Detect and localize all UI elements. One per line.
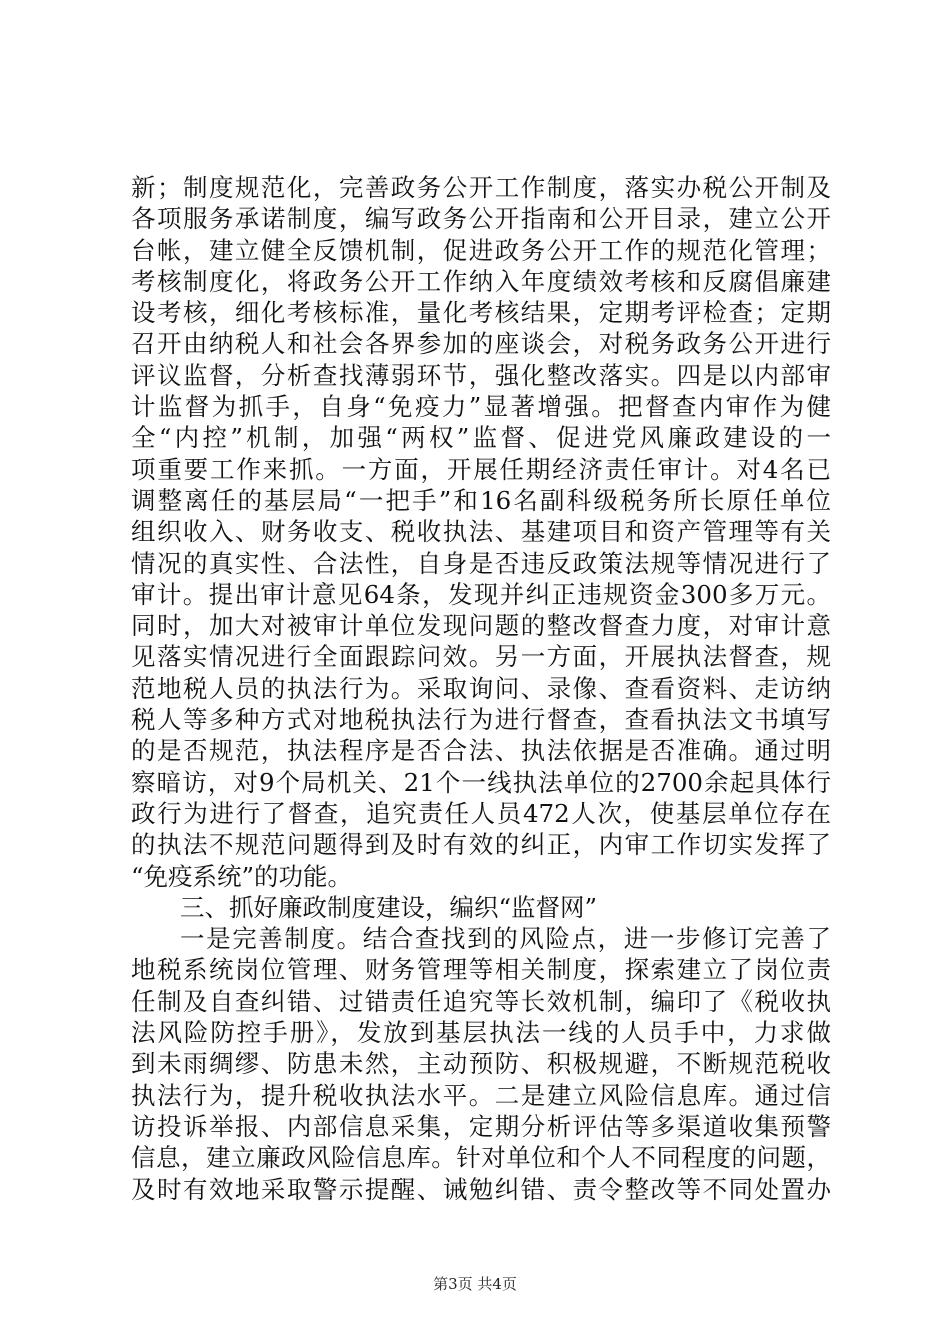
text-line: 评议监督，分析查找薄弱环节，强化整改落实。四是以内部审 xyxy=(131,360,831,390)
text-line: 调整离任的基层局“一把手”和16名副科级税务所长原任单位 xyxy=(131,485,831,515)
text-line: 税人等多种方式对地税执法行为进行督查，查看执法文书填写 xyxy=(131,705,831,735)
text-line: 各项服务承诺制度，编写政务公开指南和公开目录，建立公开 xyxy=(131,204,831,234)
text-line: 及时有效地采取警示提醒、诫勉纠错、责令整改等不同处置办 xyxy=(131,1174,831,1204)
text-line: 组织收入、财务收支、税收执法、基建项目和资产管理等有关 xyxy=(131,517,831,547)
text-line: 全“内控”机制，加强“两权”监督、促进党风廉政建设的一 xyxy=(131,423,831,453)
text-line: 设考核，细化考核标准，量化考核结果，定期考评检查；定期 xyxy=(131,298,831,328)
text-line: 计监督为抓手，自身“免疫力”显著增强。把督查内审作为健 xyxy=(131,392,831,422)
text-line: 同时，加大对被审计单位发现问题的整改督查力度，对审计意 xyxy=(131,611,831,641)
text-line: 的是否规范，执法程序是否合法、执法依据是否准确。通过明 xyxy=(131,736,831,766)
text-line: 召开由纳税人和社会各界参加的座谈会，对税务政务公开进行 xyxy=(131,329,831,359)
text-line: 访投诉举报、内部信息采集，定期分析评估等多渠道收集预警 xyxy=(131,1111,831,1141)
text-line: 项重要工作来抓。一方面，开展任期经济责任审计。对4名已 xyxy=(131,454,831,484)
text-line: 范地税人员的执法行为。采取询问、录像、查看资料、走访纳 xyxy=(131,673,831,703)
text-line: 执法行为，提升税收执法水平。二是建立风险信息库。通过信 xyxy=(131,1080,831,1110)
text-line: 地税系统岗位管理、财务管理等相关制度，探索建立了岗位责 xyxy=(131,955,831,985)
page-footer: 第3页 共4页 xyxy=(433,1275,517,1293)
text-line: 信息，建立廉政风险信息库。针对单位和个人不同程度的问题， xyxy=(131,1143,831,1173)
text-line: 政行为进行了督查，追究责任人员472人次，使基层单位存在 xyxy=(131,798,831,828)
text-line: 考核制度化，将政务公开工作纳入年度绩效考核和反腐倡廉建 xyxy=(131,266,831,296)
text-line: 到未雨绸缪、防患未然，主动预防、积极规避，不断规范税收 xyxy=(131,1049,831,1079)
text-line: 见落实情况进行全面跟踪问效。另一方面，开展执法督查，规 xyxy=(131,642,831,672)
text-line: 察暗访，对9个局机关、21个一线执法单位的2700余起具体行 xyxy=(131,767,831,797)
text-line: 审计。提出审计意见64条，发现并纠正违规资金300多万元。 xyxy=(131,579,831,609)
text-line: 情况的真实性、合法性，自身是否违反政策法规等情况进行了 xyxy=(131,548,831,578)
text-line: 台帐，建立健全反馈机制，促进政务公开工作的规范化管理； xyxy=(131,235,831,265)
text-line: 新；制度规范化，完善政务公开工作制度，落实办税公开制及 xyxy=(131,173,831,202)
text-line: 法风险防控手册》，发放到基层执法一线的人员手中，力求做 xyxy=(131,1018,831,1048)
text-line: 任制及自查纠错、过错责任追究等长效机制，编印了《税收执 xyxy=(131,986,831,1016)
document-body xyxy=(131,172,831,1205)
text-line: “免疫系统”的功能。 xyxy=(131,861,353,891)
text-line: 三、抓好廉政制度建设，编织“监督网” xyxy=(180,892,598,922)
text-line: 一是完善制度。结合查找到的风险点，进一步修订完善了 xyxy=(180,924,831,954)
text-line: 的执法不规范问题得到及时有效的纠正，内审工作切实发挥了 xyxy=(131,830,831,860)
